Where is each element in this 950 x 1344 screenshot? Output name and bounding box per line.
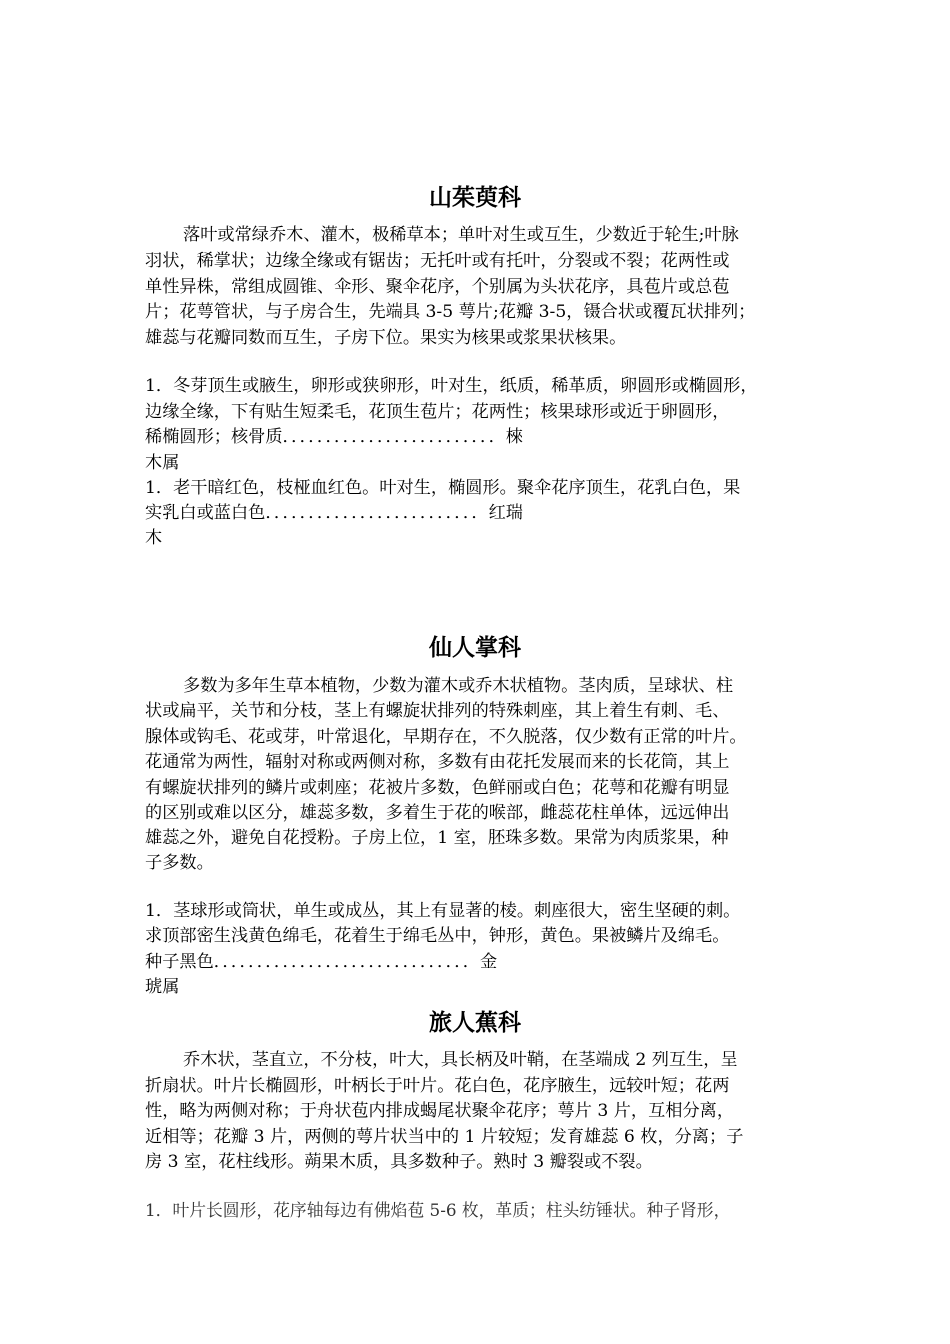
- description-line: 折扇状。叶片长椭圆形，叶柄长于叶片。花白色，花序腋生，远较叶短；花两: [145, 1076, 730, 1096]
- key-line: 1．老干暗红色，枝桠血红色。叶对生，椭圆形。聚伞花序顶生，花乳白色，果: [145, 478, 741, 498]
- description-line: 单性异株，常组成圆锥、伞形、聚伞花序，个别属为头状花序，具苞片或总苞: [145, 277, 730, 297]
- description-line: 的区别或难以区分，雄蕊多数，多着生于花的喉部，雌蕊花柱单体，远远伸出: [145, 803, 730, 823]
- section-title-cornaceae: 山茱萸科: [429, 184, 521, 211]
- description-line: 近相等；花瓣 3 片，两侧的萼片状当中的 1 片较短；发育雄蕊 6 枚，分离；子: [145, 1127, 744, 1147]
- description-line: 房 3 室，花柱线形。蒴果木质，具多数种子。熟时 3 瓣裂或不裂。: [145, 1152, 653, 1172]
- key-line: 稀椭圆形；核骨质．．．．．．．．．．．．．．．．．．．．．．．．．棶: [145, 427, 523, 447]
- key-line: 1．冬芽顶生或腋生，卵形或狭卵形，叶对生，纸质，稀革质，卵圆形或椭圆形，: [145, 376, 758, 396]
- section-title-cactaceae: 仙人掌科: [429, 634, 521, 661]
- description-line: 多数为多年生草本植物，少数为灌木或乔木状植物。茎肉质，呈球状、柱: [183, 676, 734, 696]
- description-line: 雄蕊与花瓣同数而互生，子房下位。果实为核果或浆果状核果。: [145, 328, 627, 348]
- description-line: 花通常为两性，辐射对称或两侧对称，多数有由花托发展而来的长花筒，其上: [145, 752, 730, 772]
- description-line: 雄蕊之外，避免自花授粉。子房上位，1 室，胚珠多数。果常为肉质浆果，种: [145, 828, 729, 848]
- description-line: 性，略为两侧对称；于舟状苞内排成蝎尾状聚伞花序；萼片 3 片，互相分离，: [145, 1101, 735, 1121]
- key-line: 实乳白或蓝白色．．．．．．．．．．．．．．．．．．．．．．．．．红瑞: [145, 503, 523, 523]
- key-line: 种子黑色．．．．．．．．．．．．．．．．．．．．．．．．．．．．．．金: [145, 952, 498, 972]
- key-line: 1．叶片长圆形，花序轴每边有佛焰苞 5-6 枚，革质；柱头纺锤状。种子肾形，: [145, 1200, 731, 1220]
- description-line: 状或扁平，关节和分枝，茎上有螺旋状排列的特殊刺座，其上着生有刺、毛、: [145, 701, 730, 721]
- description-line: 有螺旋状排列的鳞片或刺座；花被片多数，色鲜丽或白色；花萼和花瓣有明显: [145, 778, 730, 798]
- key-line: 木: [145, 528, 163, 548]
- description-line: 落叶或常绿乔木、灌木，极稀草本；单叶对生或互生，少数近于轮生;叶脉: [183, 225, 739, 245]
- key-line: 求顶部密生浅黄色绵毛，花着生于绵毛丛中，钟形，黄色。果被鳞片及绵毛。: [145, 926, 730, 946]
- section-title-strelitziaceae: 旅人蕉科: [429, 1009, 521, 1036]
- key-line: 1．茎球形或筒状，单生或成丛，其上有显著的棱。刺座很大，密生坚硬的刺。: [145, 901, 741, 921]
- key-line: 边缘全缘，下有贴生短柔毛，花顶生苞片；花两性；核果球形或近于卵圆形，: [145, 402, 730, 422]
- key-line: 琥属: [145, 977, 180, 997]
- description-line: 子多数。: [145, 853, 214, 873]
- description-line: 片；花萼管状，与子房合生，先端具 3-5 萼片;花瓣 3-5，镊合状或覆瓦状排列；: [145, 302, 756, 322]
- description-line: 乔木状，茎直立，不分枝，叶大，具长柄及叶鞘，在茎端成 2 列互生，呈: [183, 1050, 738, 1070]
- key-line: 木属: [145, 453, 180, 473]
- description-line: 腺体或钩毛、花或芽，叶常退化，早期存在，不久脱落，仅少数有正常的叶片。: [145, 727, 747, 747]
- description-line: 羽状，稀掌状；边缘全缘或有锯齿；无托叶或有托叶，分裂或不裂；花两性或: [145, 251, 730, 271]
